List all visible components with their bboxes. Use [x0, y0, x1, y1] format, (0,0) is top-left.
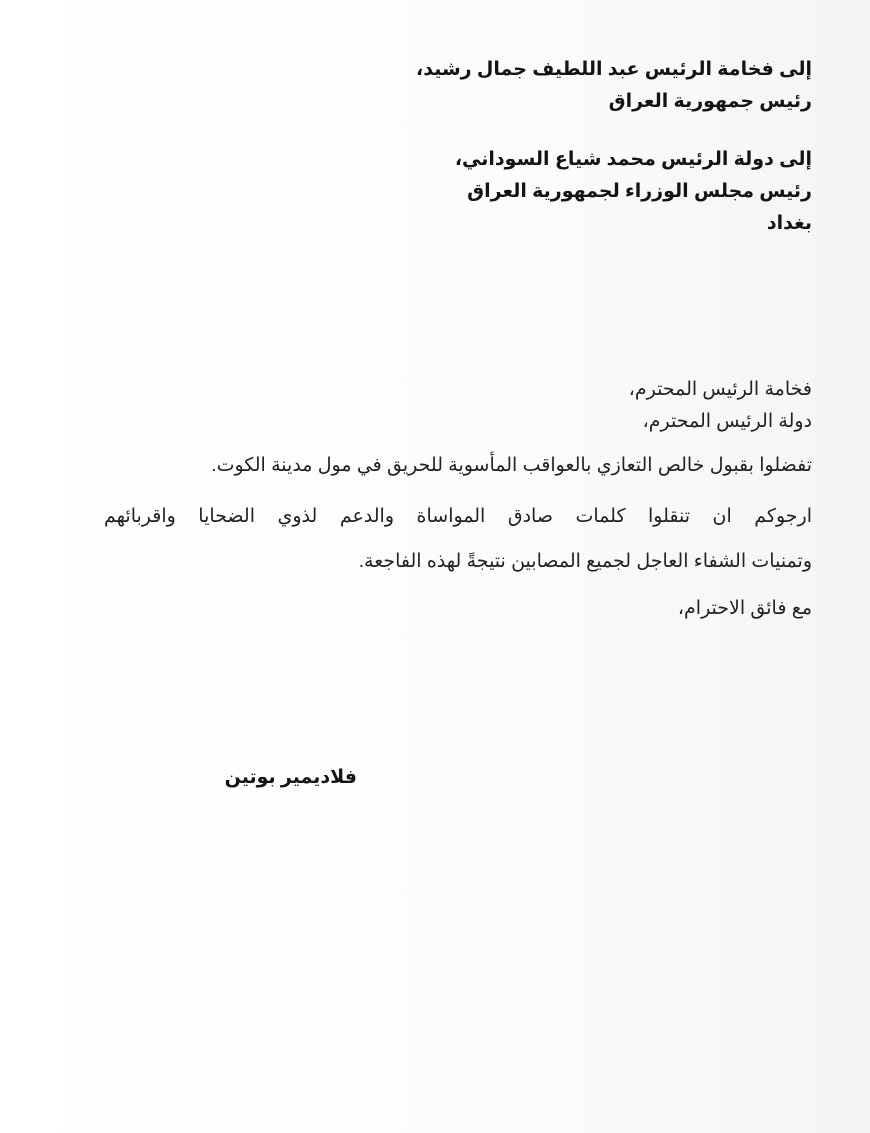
signature-name: فلاديمير بوتين [224, 767, 357, 788]
condolence-paragraph: تفضلوا بقبول خالص التعازي بالعواقب المأسوية للحريق في مول مدينة الكوت. [211, 455, 812, 476]
salutation-president: فخامة الرئيس المحترم، [628, 379, 812, 400]
recipient-president-title: رئيس جمهورية العراق [608, 91, 812, 112]
support-paragraph-line-1: ارجوكم ان تنقلوا كلمات صادق المواساة والدعم لذوي الضحايا واقربائهم [104, 506, 812, 527]
recipient-president-line: إلى فخامة الرئيس عبد اللطيف جمال رشيد، [416, 59, 812, 80]
salutation-prime-minister: دولة الرئيس المحترم، [642, 411, 812, 432]
recipient-city: بغداد [766, 213, 812, 234]
closing-phrase: مع فائق الاحترام، [677, 598, 812, 619]
recipient-prime-minister-title: رئيس مجلس الوزراء لجمهورية العراق [467, 181, 812, 202]
recipient-prime-minister-line: إلى دولة الرئيس محمد شياع السوداني، [454, 149, 812, 170]
support-paragraph-line-2: وتمنيات الشفاء العاجل لجميع المصابين نتيجةً لهذه الفاجعة. [358, 551, 812, 572]
